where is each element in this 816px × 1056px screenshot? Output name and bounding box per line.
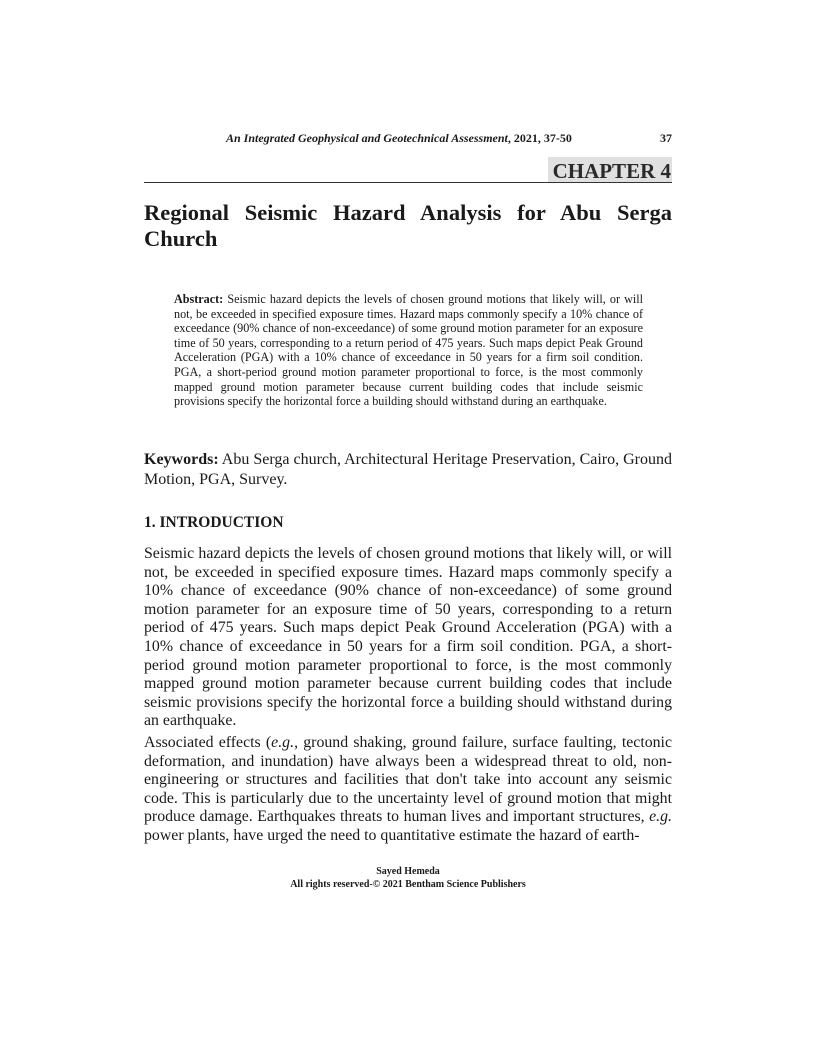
- paragraph-text: power plants, have urged the need to quantitative estimate the hazard of earth-: [144, 826, 640, 844]
- abstract: [174, 292, 643, 409]
- keywords-label: Keywords:: [144, 451, 219, 468]
- chapter-divider: [144, 182, 672, 183]
- page-number: 37: [660, 131, 672, 145]
- chapter-label: CHAPTER 4: [548, 157, 672, 183]
- paragraph-text: Associated effects (: [144, 734, 272, 751]
- footer-author: Sayed Hemeda: [376, 866, 440, 877]
- chapter-title: Regional Seismic Hazard Analysis for Abu Serga Church: [144, 200, 672, 251]
- paragraph-text: , ground shaking, ground failure, surface faulting, tectonic deformation, and inundation) have always been a widespread threat to old, non-engineering or structures and facilities that don't take into account any seismic code. This is particularly due to the uncertainty level of ground motion that might produce damage. Earthquakes threats to human lives and important structures,: [144, 734, 672, 826]
- intro-paragraph-1: Seismic hazard depicts the levels of chosen ground motions that likely will, or will not, be exceeded in specified exposure times. Hazard maps commonly specify a 10% chance of exceedance (90% chance of non-exceedance) of some ground motion parameter for an exposure time of 50 years, corresponding to a return period of 475 years. Such maps depict Peak Ground Acceleration (PGA) with a 10% chance of exceedance in 50 years for a firm soil condition. PGA, a short-period ground motion parameter proportional to force, is the most commonly mapped ground motion parameter because current building codes that include seismic provisions specify the horizontal force a building should withstand during an earthquake.: [144, 545, 672, 730]
- section-heading: 1. INTRODUCTION: [144, 514, 284, 531]
- running-head: [226, 131, 672, 145]
- paragraph-italic: e.g.: [271, 734, 295, 751]
- keywords: [144, 450, 672, 489]
- abstract-label: Abstract:: [174, 292, 224, 306]
- page-footer: [144, 866, 672, 891]
- paragraph-italic: e.g.: [649, 808, 672, 826]
- journal-title: An Integrated Geophysical and Geotechnical Assessment: [226, 131, 508, 145]
- intro-paragraph-2: [144, 734, 672, 846]
- abstract-text: Seismic hazard depicts the levels of chosen ground motions that likely will, or will not, be exceeded in specified exposure times. Hazard maps commonly specify a 10% chance of exceedance (90% chance of non-exceedance) of some ground motion parameter for an exposure time of 50 years, corresponding to a return period of 475 years. Such maps depict Peak Ground Acceleration (PGA) with a 10% chance of exceedance in 50 years for a firm soil condition. PGA, a short-period ground motion parameter proportional to force, is the most commonly mapped ground motion parameter because current building codes that include seismic provisions specify the horizontal force a building should withstand during an earthquake.: [174, 292, 643, 409]
- keywords-text: Abu Serga church, Architectural Heritage Preservation, Cairo, Ground Motion, PGA, Survey.: [144, 451, 673, 488]
- journal-citation: , 2021, 37-50: [507, 131, 572, 145]
- footer-rights: All rights reserved-© 2021 Bentham Science Publishers: [290, 878, 526, 890]
